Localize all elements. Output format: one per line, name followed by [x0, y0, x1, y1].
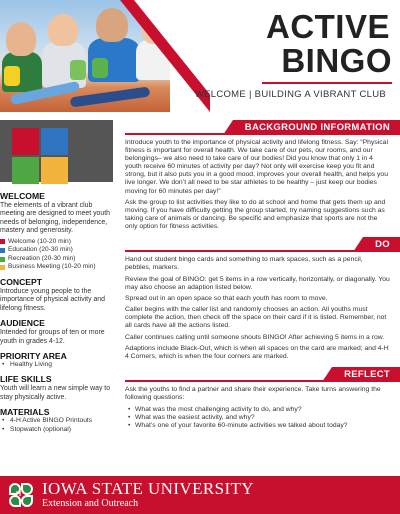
reflect-section-bar	[125, 367, 390, 382]
do-paragraph: Adaptions include Black-Out, which is when all spaces on the card are marked; and 4-H 4 Corners, which is when the four corners are marked.	[125, 345, 389, 361]
title-divider	[262, 82, 392, 84]
meeting-legend	[0, 238, 111, 272]
title-line-1: ACTIVE	[265, 8, 390, 45]
vibrant-club-logo-icon	[12, 128, 69, 185]
background-section-bar	[125, 120, 390, 135]
welcome-heading: WELCOME	[0, 191, 45, 201]
list-item: • What was the easiest activity, and why?	[128, 413, 255, 421]
legend-item: Welcome (10-20 min)	[0, 238, 111, 247]
legend-item: Recreation (20-30 min)	[0, 255, 111, 264]
do-paragraph: Spread out in an open space so that each youth has room to move.	[125, 294, 328, 302]
do-heading: DO	[363, 237, 400, 252]
legend-item: Education (20-30 min)	[0, 246, 111, 255]
materials-heading: MATERIALS	[0, 407, 50, 418]
do-paragraph: Review the goal of BINGO: get 5 items in a row vertically, horizontally, or diagonally. You may also choose an adaption listed below.	[125, 275, 390, 291]
welcome-text: The elements of a vibrant club meeting are designed to meet youth needs of belonging, independence, mastery and generosity.	[0, 202, 110, 235]
footer	[0, 476, 400, 514]
audience-heading: AUDIENCE	[0, 318, 45, 329]
background-heading: BACKGROUND INFORMATION	[233, 120, 400, 135]
concept-heading: CONCEPT	[0, 277, 43, 287]
do-section-bar	[125, 237, 390, 252]
yellow-swatch-icon	[0, 265, 5, 270]
title-line-2: BINGO	[281, 42, 392, 79]
extension-name: Extension and Outreach	[42, 498, 139, 509]
reflect-intro: Ask the youths to find a partner and share their experience. Take turns answering the following questions:	[125, 386, 381, 402]
life-skills-heading: LIFE SKILLS	[0, 374, 52, 385]
priority-heading: PRIORITY AREA	[0, 351, 67, 362]
list-item: • Healthy Living	[2, 361, 53, 369]
page-title	[266, 10, 392, 78]
main-content	[125, 120, 390, 430]
list-item: • Stopwatch (optional)	[2, 425, 71, 433]
background-paragraph: Ask the group to list activities they like to do at school and home that gets them up and moving. If you have difficulty getting the group started, try naming suggestions such as taking care of animals or dancing. Be specific and emphasize that sports are not the only option for fitness activities.	[125, 198, 386, 231]
background-paragraph: Introduce youth to the importance of physical activity and lifelong fitness. Say: “Physical fitness is important for overall health. We take care of our pets, our rooms, and our belongings– we also need to take care of our bodies! Did you know that only 1 in 4 youth receive 60 minutes of activity per day? Not only will exercise keep you fit and strong, but it also puts you in a good mood, improves your overall health, and helps you live longer. We don’t all need to be star athletes to be healthy – just keep our bodies moving for 60 minutes per day!”	[125, 139, 388, 195]
audience-text: Intended for groups of ten or more youth in grades 4-12.	[0, 329, 105, 345]
do-paragraph: Caller continues calling until someone shouts BINGO! After achieving 5 items in a row.	[125, 333, 385, 341]
do-paragraph: Caller begins with the caller list and randomly chooses an action. All youths must complete the action, then check off the space on their card if it is listed. Remember, not all cards have all the actions listed.	[125, 306, 387, 330]
isu-logo	[42, 479, 254, 510]
red-swatch-icon	[0, 239, 5, 244]
4h-clover-icon: H	[8, 482, 34, 508]
university-name: IOWA STATE UNIVERSITY	[42, 479, 254, 498]
do-paragraph: Hand out student bingo cards and something to mark spaces, such as a pencil, pebbles, markers.	[125, 256, 363, 272]
list-item: • What was the most challenging activity to do, and why?	[128, 405, 302, 413]
list-item: • 4-H Active BINGO Printouts	[2, 417, 93, 425]
reflect-heading: REFLECT	[332, 367, 400, 382]
green-swatch-icon	[0, 257, 5, 262]
concept-text: Introduce young people to the importance of physical activity and lifelong fitness.	[0, 288, 105, 312]
page-subtitle: WELCOME | BUILDING A VIBRANT CLUB	[194, 89, 386, 100]
list-item: • What’s one of your favorite 60-minute activities we talked about today?	[128, 421, 348, 429]
legend-item: Business Meeting (10-20 min)	[0, 263, 111, 272]
life-skills-text: Youth will learn a new simple way to stay physically active.	[0, 385, 111, 401]
blue-swatch-icon	[0, 248, 5, 253]
